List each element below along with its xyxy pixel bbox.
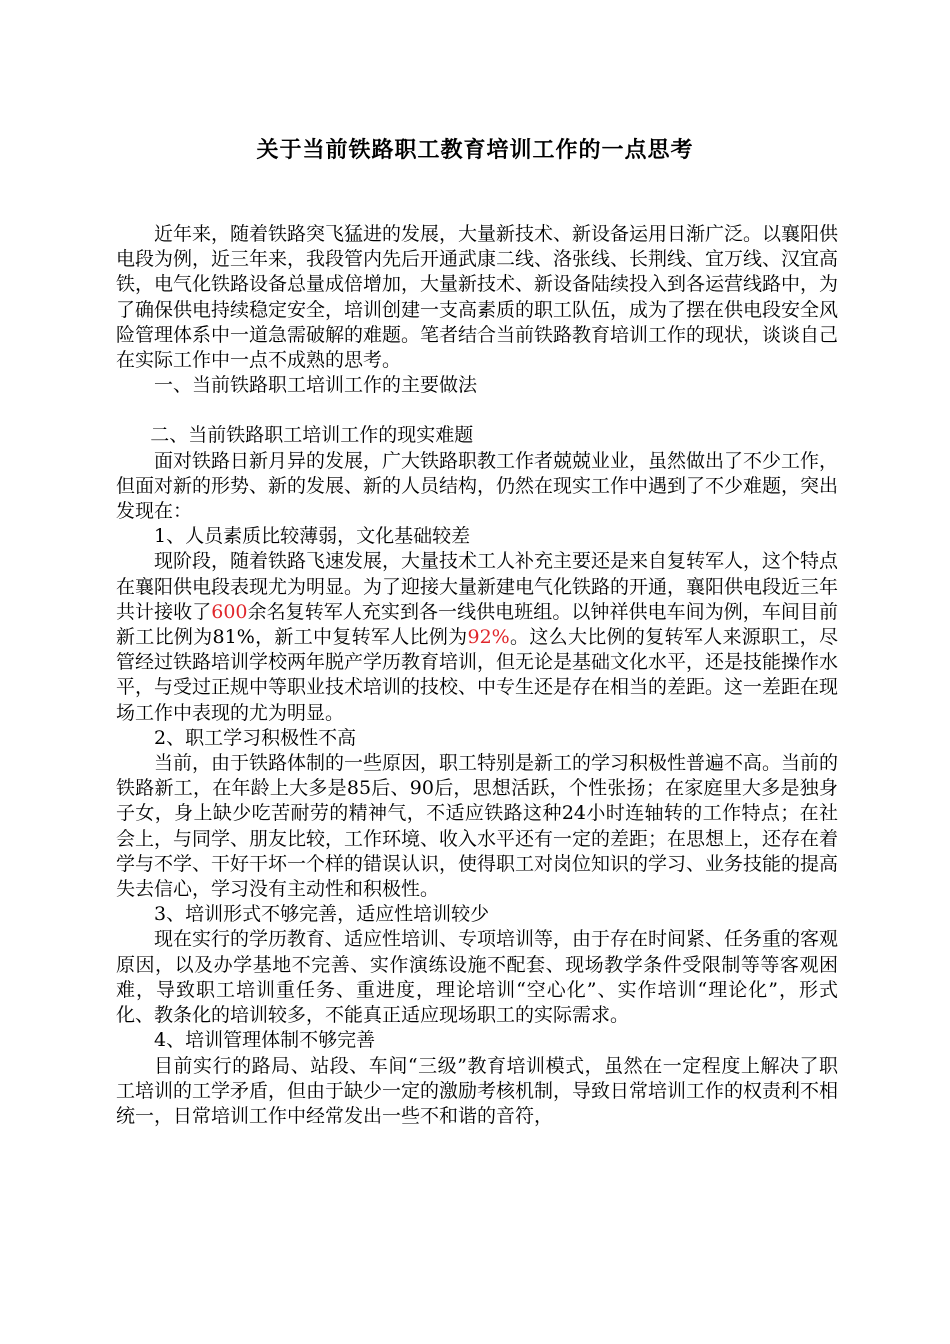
section-1-heading: 一、当前铁路职工培训工作的主要做法 (154, 374, 478, 397)
section-2-heading: 二、当前铁路职工培训工作的现实难题 (150, 424, 474, 447)
point-1-heading: 1、人员素质比较薄弱，文化基础较差 (154, 525, 471, 548)
document-title: 关于当前铁路职工教育培训工作的一点思考 (256, 137, 694, 163)
highlight-number-600: 600 (211, 600, 248, 623)
point-4-paragraph: 目前实行的路局、站段、车间“三级”教育培训模式，虽然在一定程度上解决了职工培训的工学矛盾，但由于缺少一定的激励考核机制，导致日常培训工作的权责利不相统一，日常培训工作中经常发出一些不和谐的音符， (116, 1054, 839, 1127)
section-2-intro-paragraph: 面对铁路日新月异的发展，广大铁路职教工作者兢兢业业，虽然做出了不少工作，但面对新的形势、新的发展、新的人员结构，仍然在现实工作中遇到了不少难题，突出发现在： (116, 449, 839, 523)
point-3-paragraph: 现在实行的学历教育、适应性培训、专项培训等，由于存在时间紧、任务重的客观原因，以及办学基地不完善、实作演练设施不配套、现场教学条件受限制等等客观困难，导致职工培训重任务、重进度，理论培训“空心化”、实作培训“理论化”，形式化、教条化的培训较多，不能真正适应现场职工的实际需求。 (116, 928, 839, 1027)
point-1-text-c: 。这么大比例的复转军人来源职工，尽管经过铁路培训学校两年脱产学历教育培训，但无论是基础文化水平，还是技能操作水平，与受过正规中等职业技术培训的技校、中专生还是存在相当的差距。这一差距在现场工作中表现的尤为明显。 (116, 626, 839, 724)
intro-paragraph: 近年来，随着铁路突飞猛进的发展，大量新技术、新设备运用日渐广泛。以襄阳供电段为例，近三年来，我段管内先后开通武康二线、洛张线、长荆线、宜万线、汉宜高铁，电气化铁路设备总量成倍增加，大量新技术、新设备陆续投入到各运营线路中，为了确保供电持续稳定安全，培训创建一支高素质的职工队伍，成为了摆在供电段安全风险管理体系中一道急需破解的难题。笔者结合当前铁路教育培训工作的现状，谈谈自己在实际工作中一点不成熟的思考。 (116, 223, 839, 372)
point-2-heading: 2、职工学习积极性不高 (154, 726, 357, 749)
point-2-paragraph: 当前，由于铁路体制的一些原因，职工特别是新工的学习积极性普遍不高。当前的铁路新工，在年龄上大多是85后、90后，思想活跃，个性张扬；在家庭里大多是独身子女，身上缺少吃苦耐劳的精神气，不适应铁路这种24小时连轴转的工作特点；在社会上，与同学、朋友比较，工作环境、收入水平还有一定的差距；在思想上，还存在着学与不学、干好干坏一个样的错误认识，使得职工对岗位知识的学习、业务技能的提高失去信心，学习没有主动性和积极性。 (116, 752, 839, 901)
blank-line (116, 398, 838, 423)
highlight-number-92-percent: 92% (467, 626, 510, 649)
point-4-heading: 4、培训管理体制不够完善 (154, 1029, 376, 1052)
point-1-text-b: 余名复转军人充实到各一线供电班组。以钟祥供电车间为例，车间目前新工比例为81%，新工中复转军人比例为 (116, 600, 838, 649)
document-body (116, 222, 838, 1129)
point-3-heading: 3、培训形式不够完善，适应性培训较少 (154, 903, 490, 926)
point-1-paragraph (116, 549, 838, 725)
point-1-text-a: 现阶段，随着铁路飞速发展，大量技术工人补充主要还是来自复转军人，这个特点在襄阳供电段表现尤为明显。为了迎接大量新建电气化铁路的开通，襄阳供电段近三年共计接收了 (116, 550, 839, 623)
